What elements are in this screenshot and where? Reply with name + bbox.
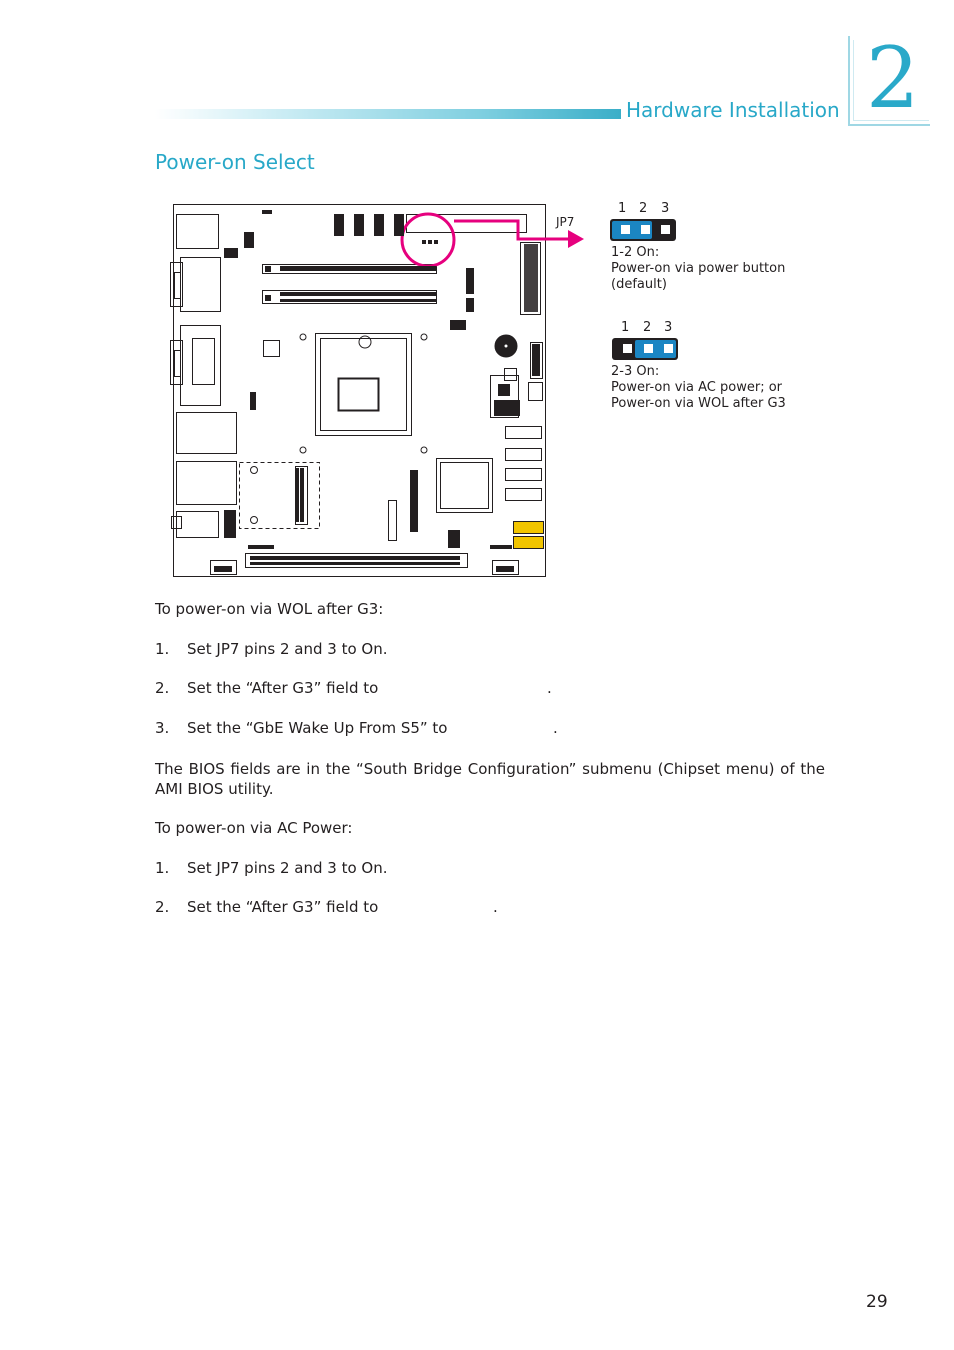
jumper-label: JP7	[556, 215, 575, 229]
page-number: 29	[866, 1292, 888, 1312]
step-number: 1.	[155, 640, 170, 658]
motherboard-diagram	[170, 200, 610, 580]
pin-hole	[641, 225, 650, 234]
ac-intro: To power-on via AC Power:	[155, 819, 353, 837]
page-title: Power-on Select	[155, 150, 315, 174]
step-text: Set the “After G3” field to	[187, 679, 379, 697]
jumper-2-3-graphic	[612, 338, 678, 360]
step-number: 2.	[155, 679, 170, 697]
setting-b-line-1: Power-on via AC power; or	[611, 380, 782, 395]
bios-note: The BIOS fields are in the “South Bridge Configuration” submenu (Chipset menu) of the AMI BIOS utility.	[155, 760, 825, 798]
jumper-1-2-graphic	[610, 219, 676, 241]
setting-b-caption	[611, 364, 786, 412]
setting-b-line-2: Power-on via WOL after G3	[611, 396, 786, 411]
pin-number-1: 1	[618, 201, 627, 216]
pin-number-2: 2	[643, 320, 652, 335]
pin-number-1: 1	[621, 320, 630, 335]
header-rule	[155, 109, 621, 119]
step-text: Set JP7 pins 2 and 3 to On.	[187, 640, 388, 658]
wol-step-2-end: .	[547, 679, 552, 697]
section-header: Hardware Installation	[626, 98, 840, 122]
step-text: Set the “After G3” field to	[187, 898, 379, 916]
step-number: 1.	[155, 859, 170, 877]
pin-hole	[664, 344, 673, 353]
pin-number-3: 3	[661, 201, 670, 216]
pin-hole	[644, 344, 653, 353]
setting-a-title: 1-2 On:	[611, 245, 660, 260]
ac-step-2	[155, 897, 378, 917]
wol-step-2	[155, 678, 378, 698]
wol-step-3	[155, 718, 448, 738]
pin-hole	[621, 225, 630, 234]
pin-number-2: 2	[639, 201, 648, 216]
setting-b-title: 2-3 On:	[611, 364, 660, 379]
setting-a-caption	[611, 245, 785, 293]
step-number: 2.	[155, 898, 170, 916]
wol-step-1	[155, 639, 387, 659]
pin-number-3: 3	[664, 320, 673, 335]
wol-intro: To power-on via WOL after G3:	[155, 600, 384, 618]
wol-step-3-end: .	[553, 719, 558, 737]
ac-step-1	[155, 858, 387, 878]
step-text: Set the “GbE Wake Up From S5” to	[187, 719, 448, 737]
ac-step-2-end: .	[493, 898, 498, 916]
pin-hole	[623, 344, 632, 353]
setting-a-line-1: Power-on via power button	[611, 261, 786, 276]
setting-a-line-2: (default)	[611, 277, 667, 292]
pin-hole	[661, 225, 670, 234]
chapter-number: 2	[866, 29, 920, 127]
step-number: 3.	[155, 719, 170, 737]
step-text: Set JP7 pins 2 and 3 to On.	[187, 859, 388, 877]
